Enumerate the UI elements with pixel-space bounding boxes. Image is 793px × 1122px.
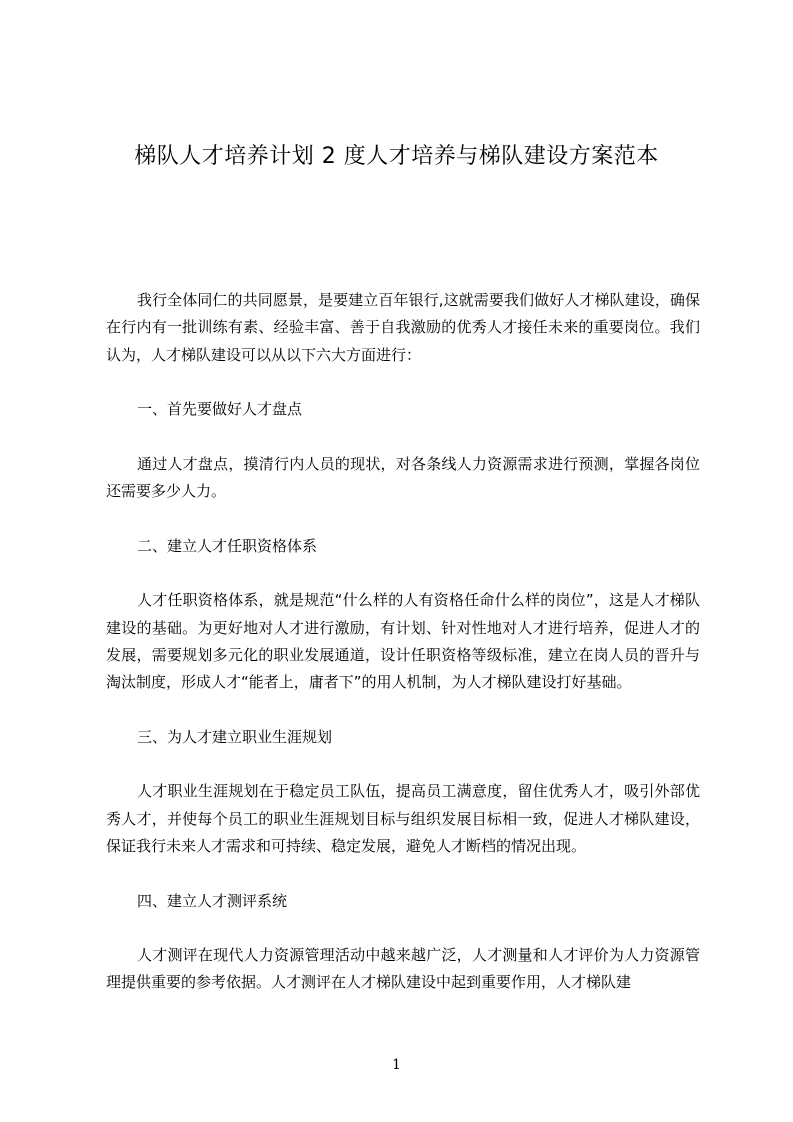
paragraph-gap bbox=[106, 751, 700, 778]
document-title: 梯队人才培养计划 2 度人才培养与梯队建设方案范本 bbox=[134, 144, 659, 169]
section-body-3: 人才职业生涯规划在于稳定员工队伍，提高员工满意度，留住优秀人才，吸引外部优秀人才，并使每个员工的职业生涯规划目标与组织发展目标相一致，促进人才梯队建设，保证我行未来人才需求和可持续、稳定发展，避免人才断档的情况出现。 bbox=[106, 782, 700, 855]
paragraph-gap bbox=[106, 860, 700, 887]
document-body bbox=[106, 287, 700, 997]
paragraph-gap bbox=[106, 915, 700, 942]
section-body-1: 通过人才盘点，摸清行内人员的现状，对各条线人力资源需求进行预测，掌握各岗位还需要多少人力。 bbox=[106, 454, 700, 501]
section-heading-4: 四、建立人才测评系统 bbox=[137, 891, 288, 910]
intro-paragraph: 我行全体同仁的共同愿景，是要建立百年银行,这就需要我们做好人才梯队建设，确保在行内有一批训练有素、经验丰富、善于自我激励的优秀人才接任未来的重要岗位。我们认为，人才梯队建设可以从以下六大方面进行： bbox=[106, 291, 700, 364]
paragraph-gap bbox=[106, 696, 700, 723]
paragraph-gap bbox=[106, 423, 700, 450]
paragraph-gap bbox=[106, 560, 700, 587]
section-body-2: 人才任职资格体系，就是规范“什么样的人有资格任命什么样的岗位”，这是人才梯队建设的基础。为更好地对人才进行激励，有计划、针对性地对人才进行培养，促进人才的发展，需要规划多元化的职业发展通道，设计任职资格等级标准，建立在岗人员的晋升与淘汰制度，形成人才“能者上，庸者下”的用人机制，为人才梯队建设打好基础。 bbox=[106, 591, 700, 692]
section-body-4: 人才测评在现代人力资源管理活动中越来越广泛，人才测量和人才评价为人力资源管理提供重要的参考依据。人才测评在人才梯队建设中起到重要作用，人才梯队建 bbox=[106, 946, 700, 992]
paragraph-gap bbox=[106, 505, 700, 532]
page-number: 1 bbox=[392, 1057, 401, 1073]
section-heading-3: 三、为人才建立职业生涯规划 bbox=[137, 727, 333, 746]
section-heading-2: 二、建立人才任职资格体系 bbox=[137, 536, 318, 555]
paragraph-gap bbox=[106, 369, 700, 396]
section-heading-1: 一、首先要做好人才盘点 bbox=[137, 400, 303, 419]
